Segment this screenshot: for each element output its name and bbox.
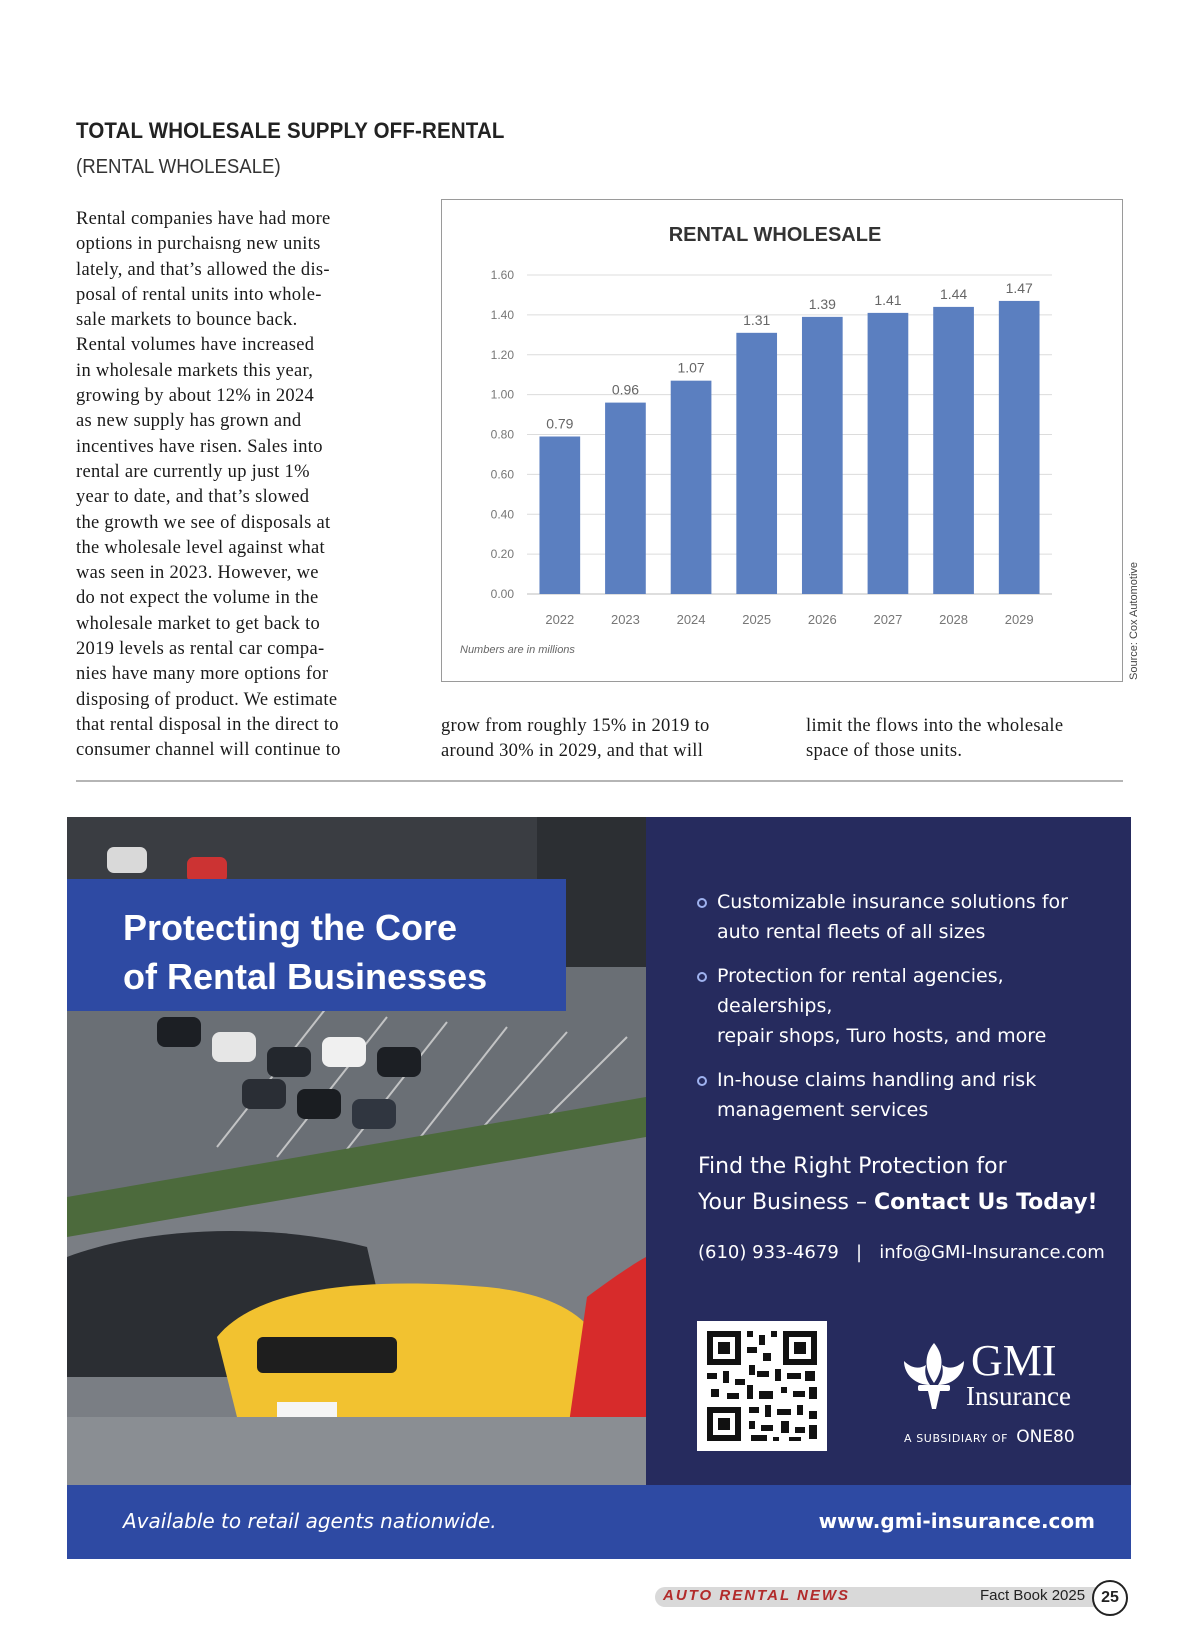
phone-link[interactable]: (610) 933-4679 bbox=[698, 1242, 839, 1263]
gmi-insurance-logo bbox=[894, 1336, 1094, 1449]
x-tick-label: 2025 bbox=[742, 612, 772, 627]
ad-contact bbox=[698, 1242, 1105, 1263]
ad-headline bbox=[123, 903, 487, 1001]
article-title: TOTAL WHOLESALE SUPPLY OFF-RENTAL bbox=[76, 118, 505, 143]
y-tick-label: 1.00 bbox=[490, 387, 514, 402]
bullet-line: Protection for rental agencies, dealerships, bbox=[717, 965, 1004, 1017]
x-tick-label: 2026 bbox=[807, 612, 837, 627]
ad-bullet bbox=[697, 1065, 1117, 1125]
text-line: nies have many more options for bbox=[76, 664, 329, 685]
ad-footer bbox=[67, 1485, 1131, 1559]
ad-headline-box bbox=[67, 879, 566, 1011]
ad-headline-line: Protecting the Core bbox=[123, 907, 458, 948]
bullet-line: In-house claims handling and risk bbox=[717, 1069, 1037, 1091]
logo-insurance: Insurance bbox=[966, 1381, 1071, 1411]
subsidiary-brand: ONE80 bbox=[1016, 1427, 1075, 1447]
y-tick-label: 1.40 bbox=[490, 307, 514, 322]
text-line: consumer channel will continue to bbox=[76, 740, 341, 761]
bullet-circle-icon bbox=[697, 972, 707, 982]
bullet-circle-icon bbox=[697, 1076, 707, 1086]
text-line: wholesale market to get back to bbox=[76, 613, 321, 634]
y-tick-label: 0.60 bbox=[490, 467, 514, 482]
fleur-de-lis-icon bbox=[894, 1339, 974, 1419]
x-tick-label: 2027 bbox=[873, 612, 903, 627]
logo-gmi: GMI bbox=[971, 1336, 1057, 1385]
data-label: 1.44 bbox=[939, 285, 968, 302]
y-tick-label: 1.20 bbox=[490, 347, 514, 362]
text-line: that rental disposal in the direct to bbox=[76, 714, 339, 735]
text-line: Rental companies have had more bbox=[76, 209, 331, 229]
x-tick-label: 2024 bbox=[676, 612, 706, 627]
cta-line: Find the Right Protection for bbox=[698, 1154, 1007, 1179]
bar bbox=[933, 307, 974, 594]
text-line: Rental volumes have increased bbox=[76, 335, 315, 356]
y-tick-label: 0.80 bbox=[490, 427, 514, 442]
text-line: around 30% in 2029, and that will bbox=[441, 741, 704, 762]
text-line: sale markets to bounce back. bbox=[76, 310, 298, 331]
bar bbox=[671, 381, 712, 594]
qr-code-icon bbox=[697, 1321, 827, 1451]
bar bbox=[539, 436, 580, 594]
text-line: incentives have risen. Sales into bbox=[76, 436, 323, 457]
ad-bullet bbox=[697, 961, 1117, 1051]
text-line: posal of rental units into whole- bbox=[76, 284, 322, 305]
gmi-insurance-ad[interactable] bbox=[67, 817, 1131, 1559]
ad-call-to-action bbox=[698, 1149, 1098, 1221]
ad-bullet-list bbox=[697, 887, 1117, 1139]
logo-subsidiary bbox=[904, 1427, 1075, 1447]
cta-prefix: Your Business – bbox=[698, 1190, 874, 1215]
data-label: 0.96 bbox=[611, 381, 640, 398]
text-line: disposing of product. We estimate bbox=[76, 689, 338, 710]
text-line: grow from roughly 15% in 2019 to bbox=[441, 716, 710, 736]
text-line: the wholesale level against what bbox=[76, 537, 325, 558]
subsidiary-prefix: A SUBSIDIARY OF bbox=[904, 1432, 1009, 1445]
text-line: as new supply has grown and bbox=[76, 411, 302, 432]
article-subtitle: (RENTAL WHOLESALE) bbox=[76, 156, 281, 178]
x-tick-label: 2028 bbox=[939, 612, 969, 627]
bullet-line: auto rental fleets of all sizes bbox=[717, 921, 986, 943]
text-line: options in purchaisng new units bbox=[76, 234, 321, 255]
chart-source: Source: Cox Automotive bbox=[1128, 561, 1140, 680]
chart-title: RENTAL WHOLESALE bbox=[668, 224, 882, 246]
bullet-line: Customizable insurance solutions for bbox=[717, 891, 1068, 913]
y-tick-label: 0.00 bbox=[490, 587, 514, 601]
text-line: rental are currently up just 1% bbox=[76, 461, 310, 482]
text-line: growing by about 12% in 2024 bbox=[76, 386, 315, 407]
bullet-circle-icon bbox=[697, 898, 707, 908]
chart-canvas bbox=[442, 200, 1124, 683]
x-tick-label: 2023 bbox=[610, 612, 640, 627]
footer-publication: AUTO RENTAL NEWS bbox=[663, 1587, 851, 1604]
y-tick-label: 0.40 bbox=[490, 507, 514, 522]
ad-photo bbox=[67, 817, 646, 1485]
bar bbox=[605, 403, 646, 594]
text-line: 2019 levels as rental car compa- bbox=[76, 639, 325, 660]
chart-note: Numbers are in millions bbox=[460, 644, 575, 656]
qr-code[interactable] bbox=[697, 1321, 827, 1451]
x-tick-label: 2029 bbox=[1004, 612, 1034, 627]
page-number: 25 bbox=[1092, 1580, 1128, 1616]
article-column-1 bbox=[76, 207, 396, 764]
data-label: 1.07 bbox=[677, 359, 705, 376]
data-label: 1.41 bbox=[874, 291, 902, 308]
email-link[interactable]: info@GMI-Insurance.com bbox=[879, 1242, 1105, 1263]
text-line: was seen in 2023. However, we bbox=[76, 563, 319, 584]
text-line: do not expect the volume in the bbox=[76, 588, 319, 609]
bar bbox=[736, 333, 777, 594]
ad-footer-tagline: Available to retail agents nationwide. bbox=[123, 1509, 497, 1533]
text-line: space of those units. bbox=[806, 741, 963, 762]
ad-headline-line: of Rental Businesses bbox=[123, 956, 488, 997]
text-line: the growth we see of disposals at bbox=[76, 512, 331, 533]
website-link[interactable]: www.gmi-insurance.com bbox=[818, 1509, 1095, 1533]
data-label: 1.39 bbox=[808, 295, 836, 312]
footer-book-title: Fact Book 2025 bbox=[980, 1587, 1086, 1604]
ad-bullet bbox=[697, 887, 1117, 947]
bullet-line: management services bbox=[717, 1099, 929, 1121]
data-label: 0.79 bbox=[546, 415, 574, 432]
section-divider bbox=[76, 780, 1123, 782]
x-tick-label: 2022 bbox=[545, 612, 575, 627]
rental-wholesale-chart bbox=[441, 199, 1123, 682]
bar bbox=[868, 313, 909, 594]
cta-line bbox=[698, 1185, 1098, 1221]
text-line: lately, and that’s allowed the dis- bbox=[76, 259, 330, 280]
y-tick-label: 0.20 bbox=[490, 547, 514, 562]
data-label: 1.47 bbox=[1005, 279, 1033, 296]
article-column-3 bbox=[806, 714, 1136, 765]
text-line: in wholesale markets this year, bbox=[76, 360, 314, 381]
text-line: limit the flows into the wholesale bbox=[806, 716, 1064, 736]
cta-contact-us: Contact Us Today! bbox=[873, 1190, 1098, 1215]
contact-separator: | bbox=[855, 1242, 863, 1263]
bar bbox=[802, 317, 843, 594]
bar bbox=[999, 301, 1040, 594]
bullet-line: repair shops, Turo hosts, and more bbox=[717, 1025, 1047, 1047]
article-column-2 bbox=[441, 714, 771, 765]
y-tick-label: 1.60 bbox=[490, 268, 514, 282]
text-line: year to date, and that’s slowed bbox=[76, 487, 310, 508]
data-label: 1.31 bbox=[743, 311, 771, 328]
